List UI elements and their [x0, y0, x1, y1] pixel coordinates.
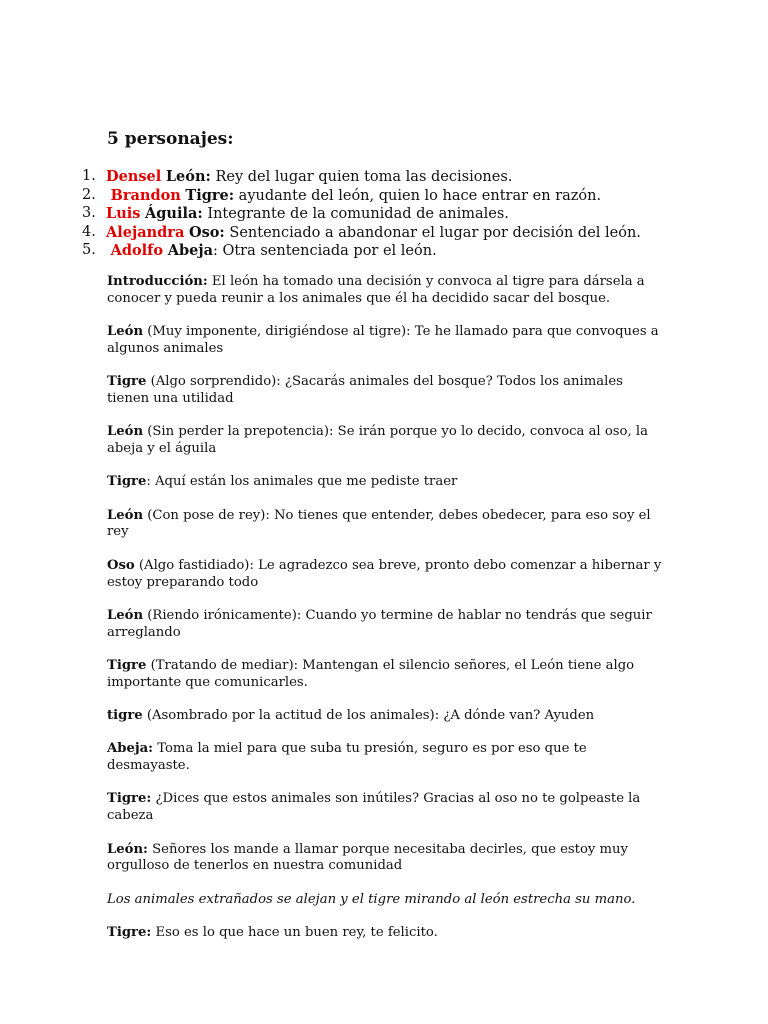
cast-item: [82, 168, 702, 187]
line-text: (Asombrado por la actitud de los animales): ¿A dónde van? Ayuden: [142, 708, 595, 724]
list-number: 1.: [82, 168, 96, 184]
line-text: (Muy imponente, dirigiéndose al tigre): Te he llamado para que convoques a algunos animales: [107, 324, 659, 356]
role-description: ayudante del león, quien lo hace entrar en razón.: [238, 187, 602, 204]
line-text: Toma la miel para que suba tu presión, seguro es por eso que te desmayaste.: [107, 741, 587, 774]
list-number: 4.: [82, 223, 96, 240]
role-name: Tigre:: [185, 186, 235, 204]
script-line: [107, 925, 669, 942]
cast-item: [82, 224, 702, 243]
line-text: ¿Dices que estos animales son inútiles? Gracias al oso no te golpeaste la cabeza: [107, 791, 641, 824]
role-description: Rey del lugar quien toma las decisiones.: [215, 169, 513, 185]
line-text: (Sin perder la prepotencia): Se irán porque yo lo decido, convoca al oso, la abeja y el águila: [107, 424, 648, 457]
role-description: : Otra sentenciada por el león.: [212, 243, 437, 259]
script-line: [107, 791, 669, 825]
speaker: Tigre:: [107, 791, 152, 807]
cast-item: [82, 242, 702, 261]
script-line: [107, 274, 669, 308]
speaker: Tigre: [107, 657, 147, 673]
actor-name: Brandon: [110, 186, 181, 204]
script-line: [107, 741, 669, 775]
actor-name: Luis: [106, 205, 141, 222]
script-line: [107, 508, 669, 542]
line-text: (Riendo irónicamente): Cuando yo termine de hablar no tendrás que seguir arreglando: [107, 607, 652, 640]
line-text: El león ha tomado una decisión y convoca al tigre para dársela a conocer y pueda reunir a los animales que él ha decidido sacar del bosque.: [107, 274, 645, 306]
speaker: León:: [107, 841, 148, 857]
cast-heading: 5 personajes:: [107, 129, 234, 149]
line-text: (Algo fastidiado): Le agradezco sea breve, pronto debo comenzar a hibernar y estoy preparando todo: [107, 557, 662, 590]
list-number: 3.: [82, 205, 96, 221]
actor-name: Densel: [106, 168, 162, 185]
cast-item: [82, 205, 702, 224]
speaker: León: [107, 324, 144, 340]
script-line: [107, 658, 669, 692]
speaker: Tigre:: [107, 924, 152, 940]
list-number: 2.: [82, 186, 96, 203]
line-text: (Algo sorprendido): ¿Sacarás animales del bosque? Todos los animales tienen una utilidad: [107, 374, 623, 406]
line-text: (Con pose de rey): No tienes que entender, debes obedecer, para eso soy el rey: [107, 507, 651, 540]
role-name: León:: [165, 168, 211, 185]
line-text: : Aquí están los animales que me pediste traer: [146, 474, 458, 490]
script-line: [107, 558, 669, 592]
script-body: [107, 274, 669, 942]
speaker: Tigre: [107, 374, 147, 390]
role-description: Integrante de la comunidad de animales.: [207, 206, 509, 222]
speaker: Abeja:: [107, 741, 154, 757]
stage-direction: Los animales extrañados se alejan y el tigre mirando al león estrecha su mano.: [107, 891, 636, 907]
role-name: Águila:: [145, 205, 203, 222]
speaker: Introducción:: [107, 274, 208, 289]
speaker: León: [107, 424, 144, 440]
cast-list: [82, 168, 702, 261]
speaker: tigre: [107, 708, 143, 724]
script-line: [107, 474, 669, 491]
actor-name: Alejandra: [106, 223, 185, 241]
speaker: León: [107, 507, 144, 523]
cast-item: [82, 187, 702, 206]
speaker: León: [107, 607, 144, 623]
script-line: [107, 708, 669, 725]
list-number: 5.: [82, 242, 96, 258]
script-line: [107, 324, 669, 358]
role-name: Oso:: [188, 223, 225, 241]
line-text: Señores los mande a llamar porque necesitaba decirles, que estoy muy orgulloso de tenerlos en nuestra comunidad: [107, 841, 628, 874]
actor-name: Adolfo: [110, 242, 164, 259]
speaker: Oso: [107, 557, 135, 573]
script-line: [107, 424, 669, 458]
role-name: Abeja: [167, 242, 213, 259]
speaker: Tigre: [107, 474, 147, 490]
script-line: [107, 842, 669, 876]
script-line: [107, 374, 669, 408]
line-text: Eso es lo que hace un buen rey, te felicito.: [151, 924, 438, 940]
script-line: [107, 608, 669, 642]
line-text: (Tratando de mediar): Mantengan el silencio señores, el León tiene algo importante que comunicarles.: [107, 657, 635, 690]
role-description: Sentenciado a abandonar el lugar por decisión del león.: [229, 224, 641, 241]
